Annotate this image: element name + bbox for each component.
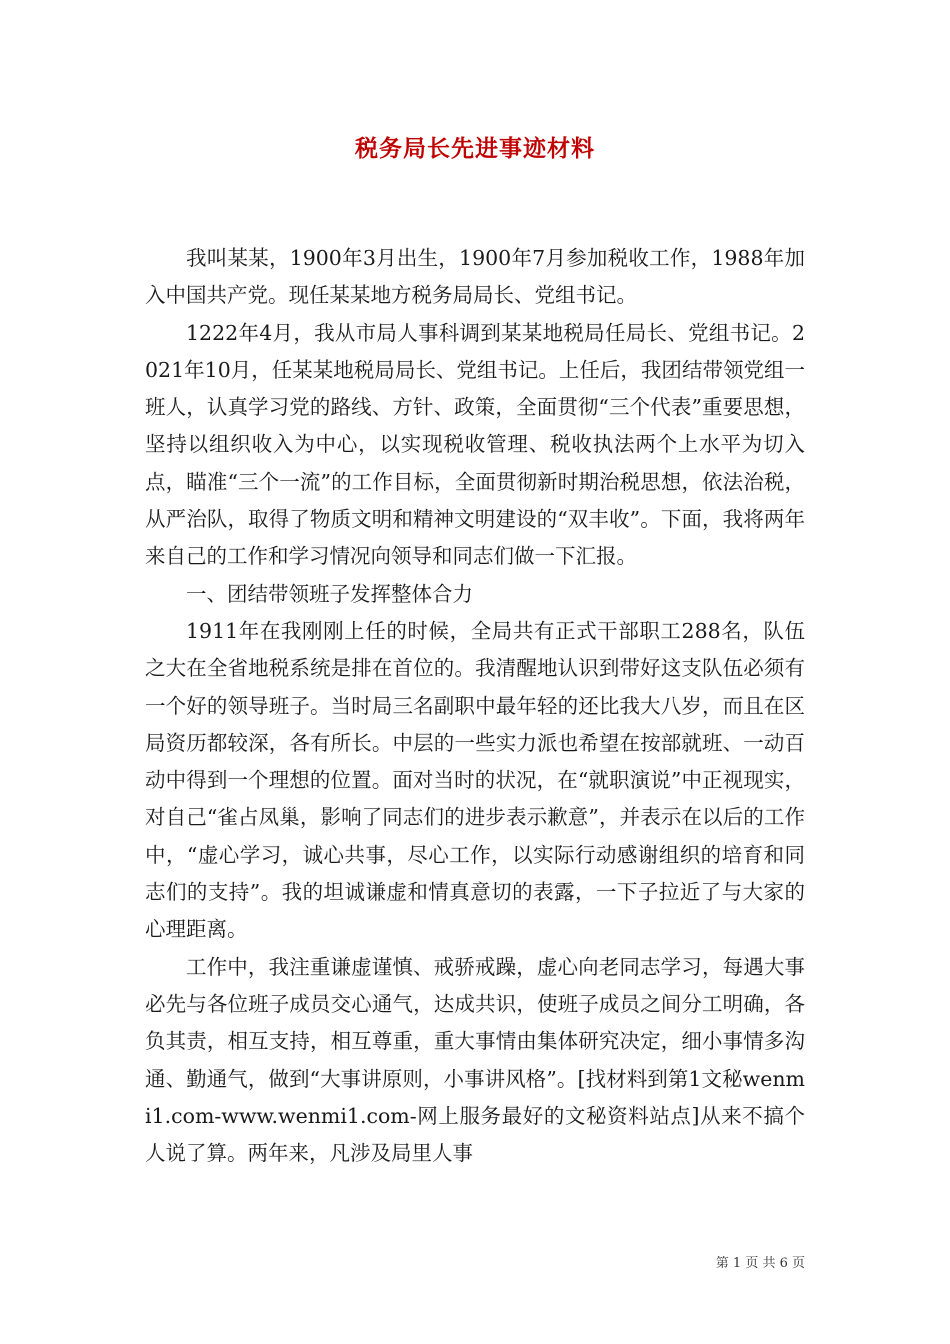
paragraph-intro: 我叫某某，1900年3月出生，1900年7月参加税收工作，1988年加入中国共产党。现任某某地方税务局局长、党组书记。 bbox=[145, 246, 805, 308]
paragraph-overview: 1222年4月，我从市局人事科调到某某地税局任局长、党组书记。2021年10月，任某某地税局局长、党组书记。上任后，我团结带领党组一班人，认真学习党的路线、方针、政策，全面贯彻“三个代表”重要思想，坚持以组织收入为中心，以实现税收管理、税收执法两个上水平为切入点，瞄准“三个一流”的工作目标，全面贯彻新时期治税思想，依法治税，从严治队，取得了物质文明和精神文明建设的“双丰收”。下面，我将两年来自己的工作和学习情况向领导和同志们做一下汇报。 bbox=[145, 320, 805, 569]
document-title: 税务局长先进事迹材料 bbox=[355, 135, 595, 162]
section-heading: 一、团结带领班子发挥整体合力 bbox=[186, 581, 473, 606]
paragraph-team: 1911年在我刚刚上任的时候，全局共有正式干部职工288名，队伍之大在全省地税系统是排在首位的。我清醒地认识到带好这支队伍必须有一个好的领导班子。当时局三名副职中最年轻的还比我大八岁，而且在区局资历都较深，各有所长。中层的一些实力派也希望在按部就班、一动百动中得到一个理想的位置。面对当时的状况，在“就职演说”中正视现实，对自己“雀占凤巢，影响了同志们的进步表示歉意”，并表示在以后的工作中，“虚心学习，诚心共事，尽心工作，以实际行动感谢组织的培育和同志们的支持”。我的坦诚谦虚和情真意切的表露，一下子拉近了与大家的心理距离。 bbox=[145, 618, 805, 942]
page-number: 第 1 页 共 6 页 bbox=[715, 1256, 805, 1271]
paragraph-work: 工作中，我注重谦虚谨慎、戒骄戒躁，虚心向老同志学习，每遇大事必先与各位班子成员交心通气，达成共识，使班子成员之间分工明确，各负其责，相互支持，相互尊重，重大事情由集体研究决定，细小事情多沟通、勤通气，做到“大事讲原则，小事讲风格”。[找材料到第1文秘wenmi1.com-www.wenmi1.com-网上服务最好的文秘资料站点]从来不搞个人说了算。两年来，凡涉及局里人事 bbox=[145, 954, 805, 1166]
document-body bbox=[145, 240, 805, 1172]
